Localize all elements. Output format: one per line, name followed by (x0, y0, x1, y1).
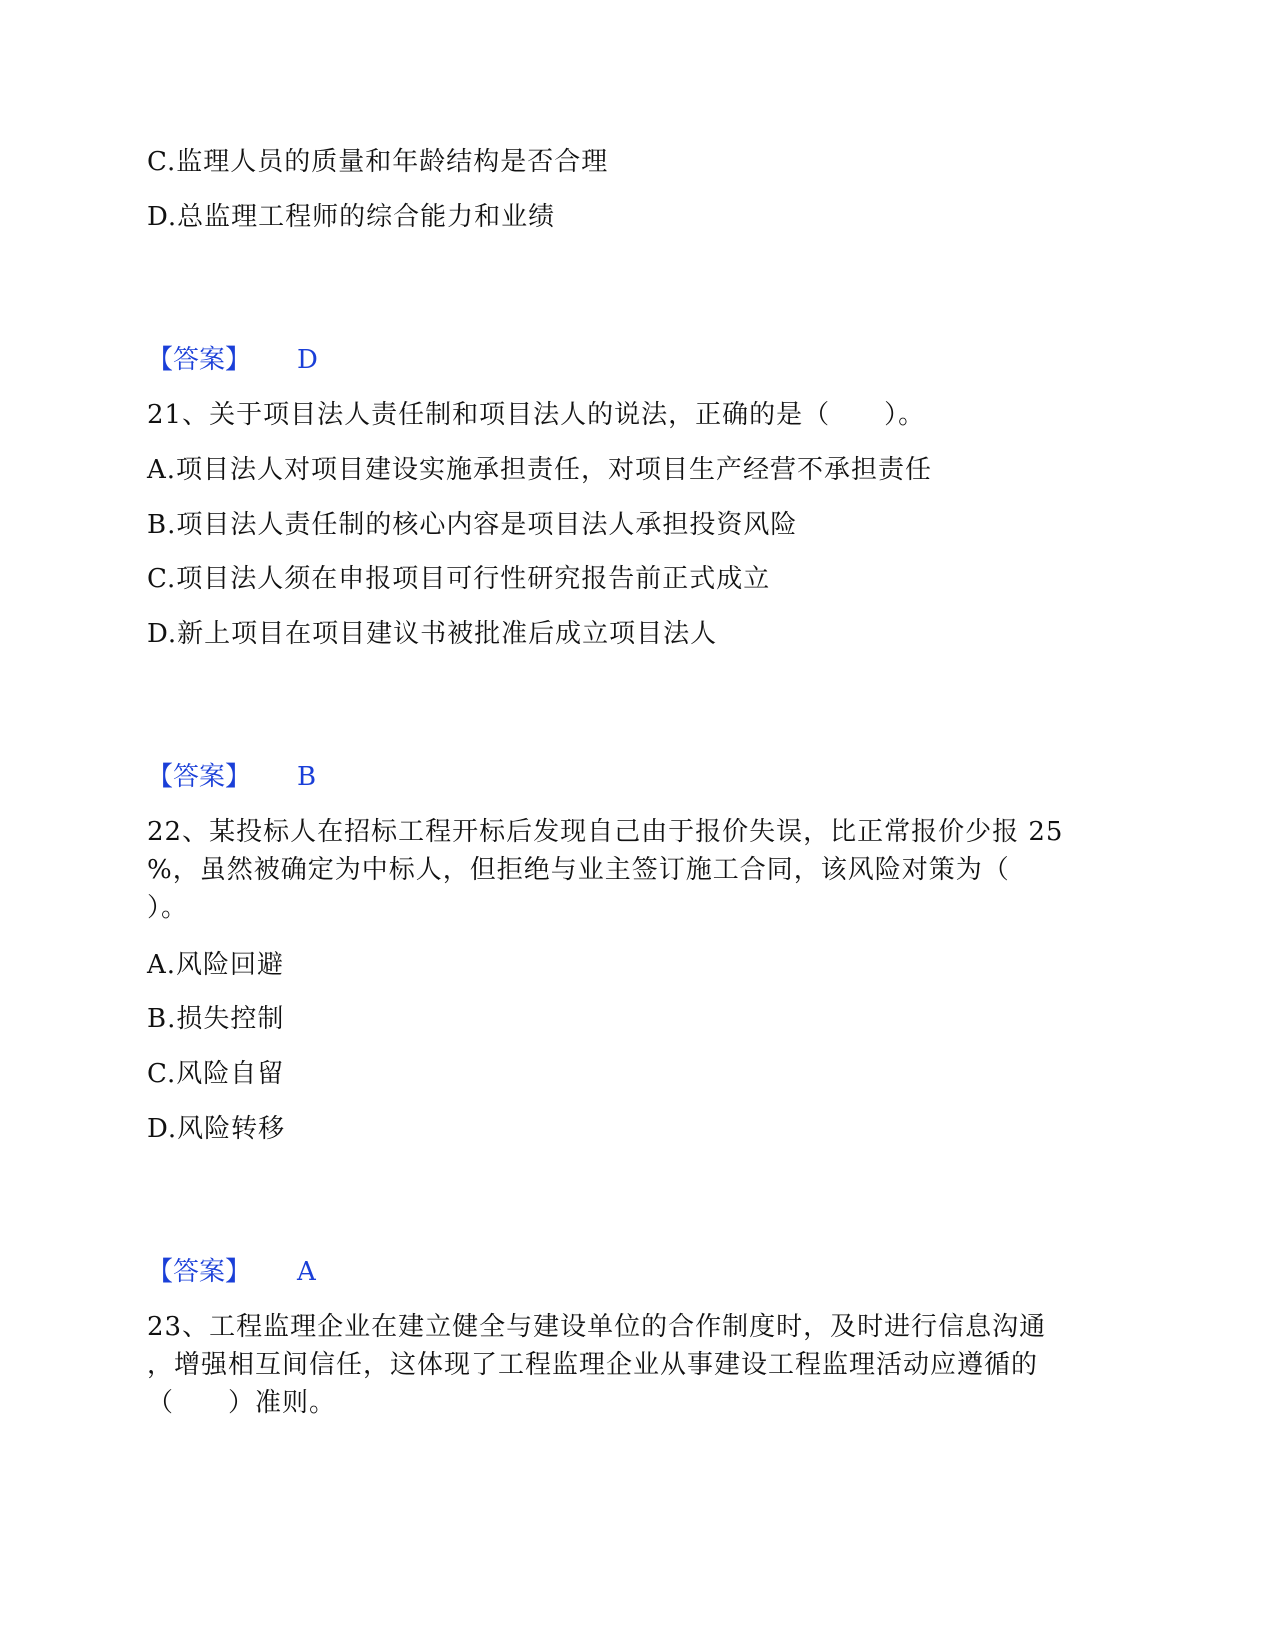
question-21-stem: 21、关于项目法人责任制和项目法人的说法，正确的是（ ）。 (147, 400, 926, 430)
question-22-stem-line3: ）。 (147, 893, 189, 923)
question-22-option-c: C.风险自留 (147, 1059, 285, 1089)
question-21-option-d: D.新上项目在项目建议书被批准后成立项目法人 (147, 619, 718, 649)
question-21-option-b: B.项目法人责任制的核心内容是项目法人承担投资风险 (147, 510, 798, 540)
answer-previous (147, 345, 318, 375)
option-d-previous: D.总监理工程师的综合能力和业绩 (147, 202, 556, 232)
question-23-stem-line2: ，增强相互间信任，这体现了工程监理企业从事建设工程监理活动应遵循的 (147, 1350, 1039, 1380)
answer-21 (147, 762, 316, 792)
question-22-option-d: D.风险转移 (147, 1114, 286, 1144)
answer-tag: 【答案】 (147, 345, 252, 375)
question-22-option-a: A.风险回避 (147, 950, 285, 980)
question-23-stem-line3: （ ）准则。 (147, 1388, 337, 1418)
answer-tag: 【答案】 (147, 762, 252, 792)
option-c-previous: C.监理人员的质量和年龄结构是否合理 (147, 147, 609, 177)
answer-22 (147, 1257, 316, 1287)
answer-tag: 【答案】 (147, 1257, 252, 1287)
answer-value: A (297, 1257, 316, 1287)
answer-value: B (297, 762, 317, 792)
question-21-option-c: C.项目法人须在申报项目可行性研究报告前正式成立 (147, 564, 771, 594)
answer-value: D (297, 345, 318, 375)
question-22-stem-line2: %，虽然被确定为中标人，但拒绝与业主签订施工合同，该风险对策为（ (147, 855, 1010, 885)
question-21-option-a: A.项目法人对项目建设实施承担责任，对项目生产经营不承担责任 (147, 455, 933, 485)
question-22-option-b: B.损失控制 (147, 1004, 285, 1034)
question-22-stem-line1: 22、某投标人在招标工程开标后发现自己由于报价失误，比正常报价少报 25 (147, 817, 1064, 847)
question-23-stem-line1: 23、工程监理企业在建立健全与建设单位的合作制度时，及时进行信息沟通 (147, 1312, 1047, 1342)
